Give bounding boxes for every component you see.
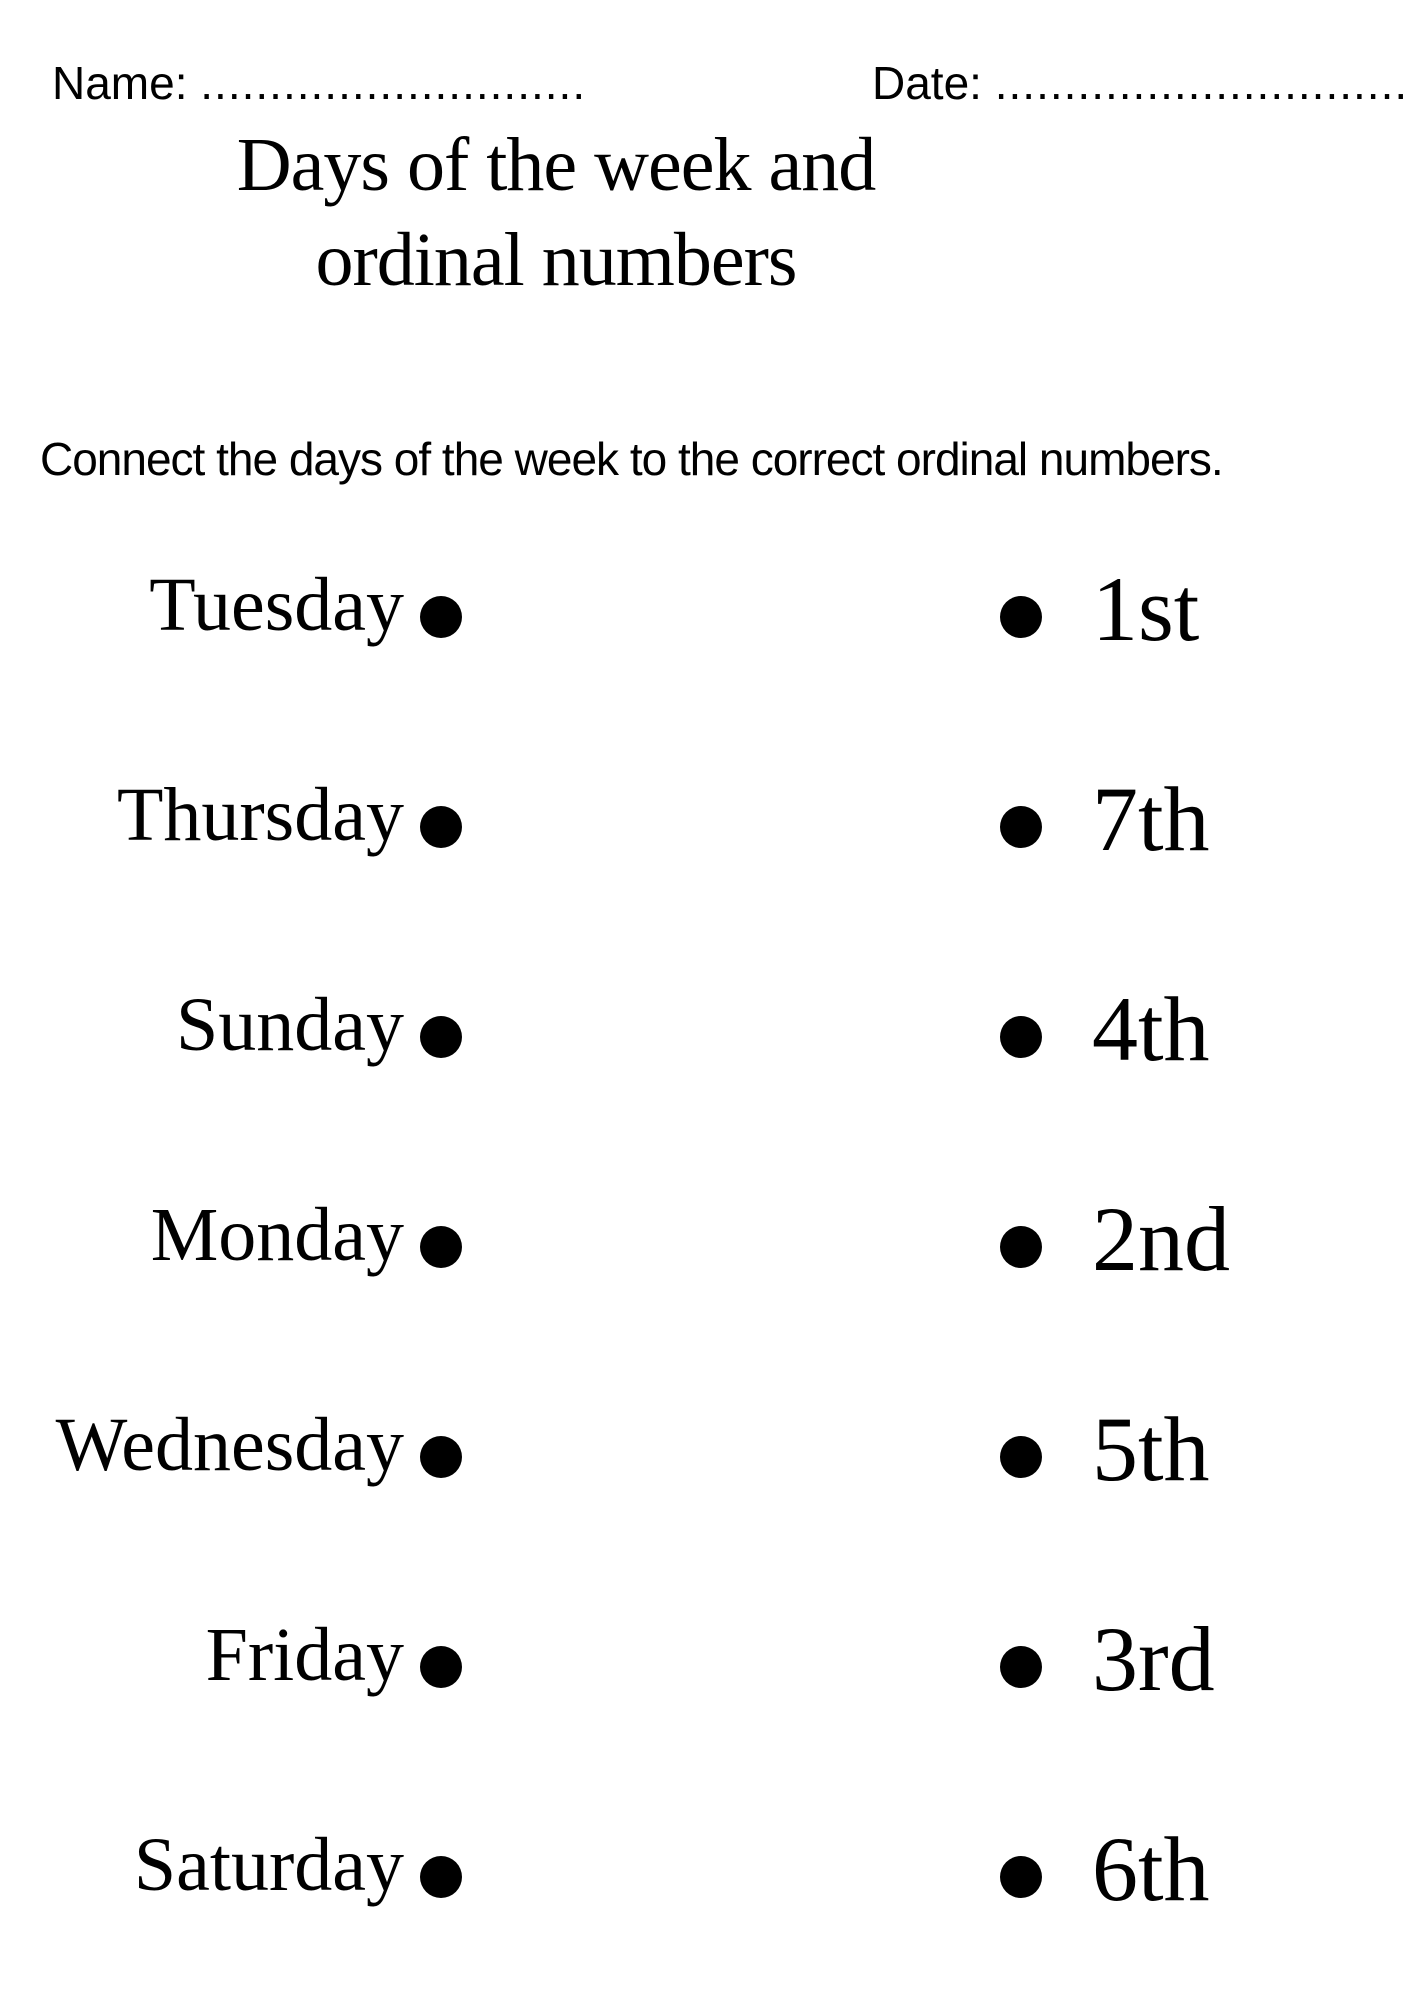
ordinal-label: 4th — [1092, 978, 1210, 1080]
day-connector-dot[interactable] — [420, 1856, 462, 1898]
day-cell — [0, 1822, 462, 1921]
day-connector-dot[interactable] — [420, 1226, 462, 1268]
match-row — [0, 722, 1414, 932]
ordinal-connector-dot[interactable] — [1000, 1856, 1042, 1898]
matching-area — [0, 512, 1414, 1982]
day-connector-dot[interactable] — [420, 806, 462, 848]
match-row — [0, 1562, 1414, 1772]
match-row — [0, 512, 1414, 722]
title-line-1: Days of the week and — [236, 123, 876, 207]
day-cell — [0, 982, 462, 1081]
name-label: Name: — [52, 57, 188, 109]
match-row — [0, 1352, 1414, 1562]
match-row — [0, 1772, 1414, 1982]
ordinal-label: 2nd — [1092, 1188, 1230, 1290]
day-cell — [0, 562, 462, 661]
name-field — [52, 56, 586, 110]
day-cell — [0, 1402, 462, 1501]
ordinal-connector-dot[interactable] — [1000, 1226, 1042, 1268]
ordinal-label: 3rd — [1092, 1608, 1215, 1710]
ordinal-cell — [1000, 768, 1210, 880]
day-label: Tuesday — [149, 562, 404, 647]
day-label: Monday — [150, 1192, 404, 1277]
day-label: Sunday — [176, 982, 404, 1067]
ordinal-cell — [1000, 1608, 1215, 1720]
instruction-text: Connect the days of the week to the correct ordinal numbers. — [40, 433, 1223, 485]
ordinal-cell — [1000, 978, 1210, 1090]
day-connector-dot[interactable] — [420, 1436, 462, 1478]
ordinal-label: 5th — [1092, 1398, 1210, 1500]
day-label: Thursday — [116, 772, 404, 857]
ordinal-label: 7th — [1092, 768, 1210, 870]
day-cell — [0, 1192, 462, 1291]
match-row — [0, 932, 1414, 1142]
name-dotted-line[interactable]: ............................ — [200, 57, 587, 109]
ordinal-cell — [1000, 558, 1200, 670]
ordinal-label: 6th — [1092, 1818, 1210, 1920]
day-label: Friday — [205, 1612, 404, 1697]
ordinal-cell — [1000, 1818, 1210, 1930]
ordinal-connector-dot[interactable] — [1000, 1436, 1042, 1478]
day-label: Wednesday — [55, 1402, 404, 1487]
ordinal-cell — [1000, 1188, 1230, 1300]
day-connector-dot[interactable] — [420, 1646, 462, 1688]
day-connector-dot[interactable] — [420, 1016, 462, 1058]
ordinal-label: 1st — [1092, 558, 1200, 660]
ordinal-connector-dot[interactable] — [1000, 1016, 1042, 1058]
day-cell — [0, 772, 462, 871]
ordinal-connector-dot[interactable] — [1000, 1646, 1042, 1688]
ordinal-cell — [1000, 1398, 1210, 1510]
day-label: Saturday — [133, 1822, 404, 1907]
ordinal-connector-dot[interactable] — [1000, 596, 1042, 638]
day-connector-dot[interactable] — [420, 596, 462, 638]
ordinal-connector-dot[interactable] — [1000, 806, 1042, 848]
worksheet-title — [0, 118, 1112, 308]
date-label: Date: — [872, 57, 982, 109]
day-cell — [0, 1612, 462, 1711]
date-field — [872, 56, 1408, 110]
match-row — [0, 1142, 1414, 1352]
title-line-2: ordinal numbers — [315, 218, 797, 302]
date-dotted-line[interactable]: .............................. — [994, 57, 1409, 109]
